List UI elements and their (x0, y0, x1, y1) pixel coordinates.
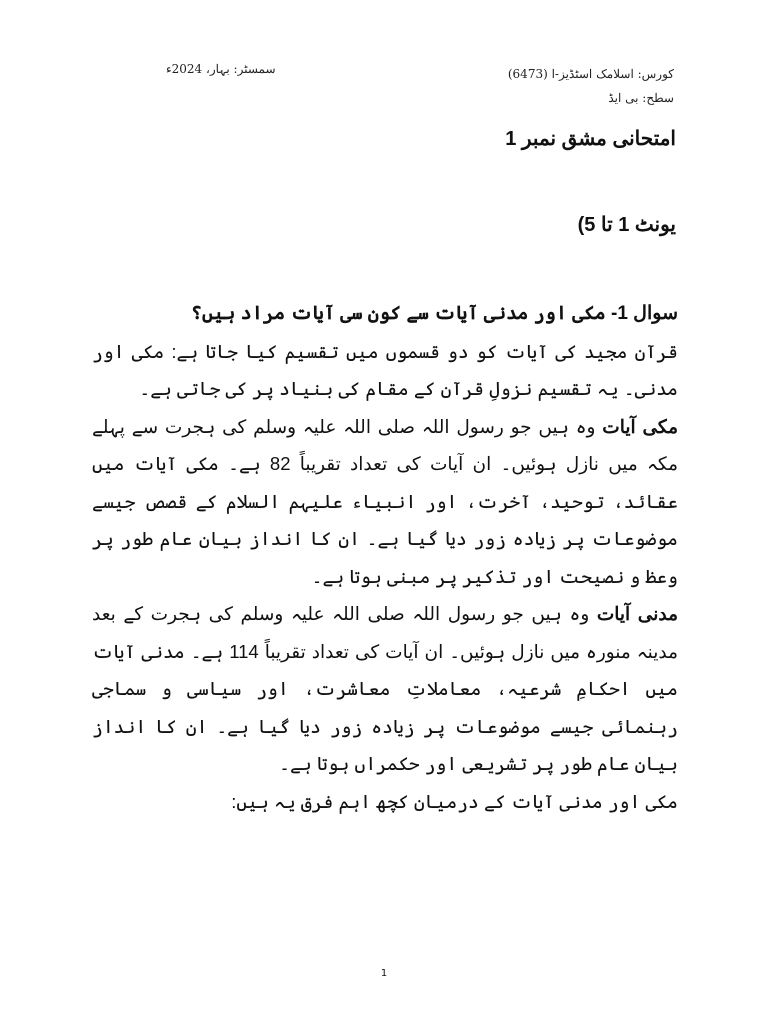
makki-term: مکی آیات (602, 415, 678, 437)
madani-text: وہ ہیں جو رسول اللہ صلی اللہ علیہ وسلم کی ہجرت کے بعد مدینہ منورہ میں نازل ہوئیں۔ ان آیات کی تعداد تقریباً 114 ہے۔ مدنی آیات میں احکامِ شرعیہ، معاملاتِ معاشرت، اور سیاسی و سماجی رہنمائی جیسے موضوعات پر زیادہ زور دیا گیا ہے۔ ان کا انداز بیان عام طور پر تشریعی اور حکمراں ہوتا ہے۔ (92, 603, 678, 774)
closing-line: مکی اور مدنی آیات کے درمیان کچھ اہم فرق یہ ہیں: (231, 790, 678, 812)
course-line: کورس: اسلامک اسٹڈیز-ا (6473) (507, 67, 674, 81)
units-heading: یونٹ 1 تا 5) (577, 214, 676, 236)
makki-text: وہ ہیں جو رسول اللہ صلی اللہ علیہ وسلم کی ہجرت سے پہلے مکہ میں نازل ہوئیں۔ ان آیات کی تعداد تقریباً 82 ہے۔ مکی آیات میں عقائد، توحید، آخرت، اور انبیاء علیہم السلام کے قصص جیسے موضوعات پر زیادہ زور دیا گیا ہے۔ ان کا انداز بیان عام طور پر وعظ و نصیحت اور تذکیر پر مبنی ہوتا ہے۔ (92, 415, 678, 587)
makki-paragraph (92, 408, 678, 596)
semester-line: سمسٹر: بہار، 2024ء (166, 62, 276, 76)
intro-paragraph: قرآن مجید کی آیات کو دو قسموں میں تقسیم کیا جاتا ہے: مکی اور مدنی۔ یہ تقسیم نزولِ قرآن کے مقام کی بنیاد پر کی جاتی ہے۔ (92, 340, 678, 399)
page-number: 1 (380, 968, 388, 979)
course-header (508, 62, 674, 110)
question-heading: سوال 1- مکی اور مدنی آیات سے کون سی آیات مراد ہیں؟ (190, 303, 678, 324)
madani-term: مدنی آیات (596, 603, 678, 624)
answer-body (92, 295, 678, 820)
assignment-title: امتحانی مشق نمبر 1 (505, 128, 676, 150)
level-line: سطح: بی ایڈ (608, 91, 674, 105)
madani-paragraph (92, 595, 678, 783)
